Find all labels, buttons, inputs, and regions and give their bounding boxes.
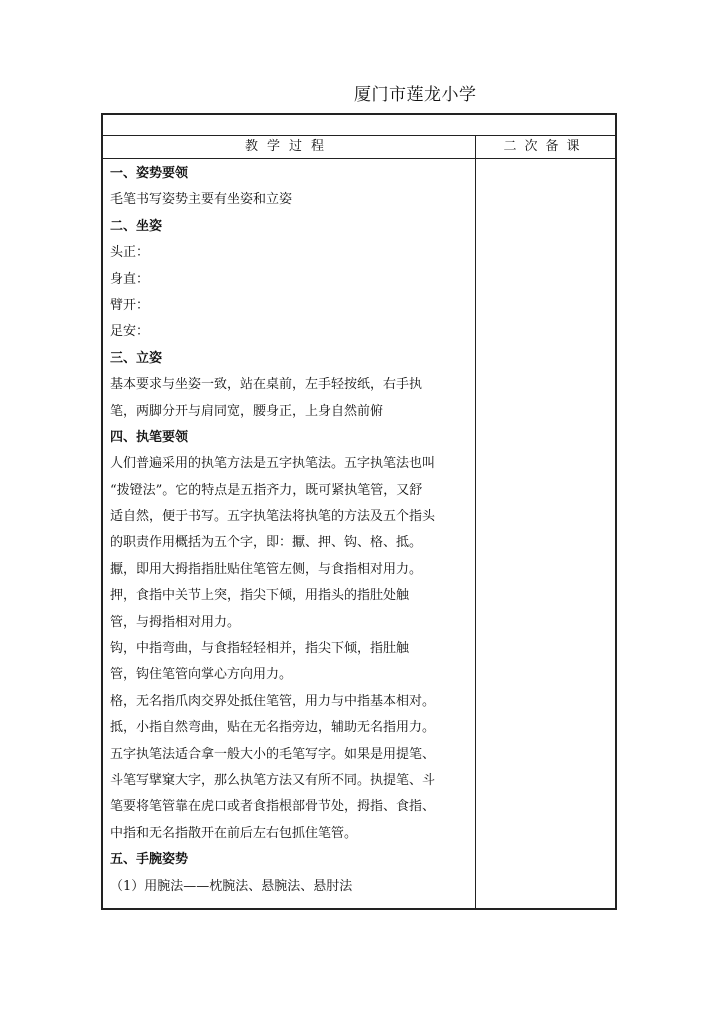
content-line: 格，无名指爪肉交界处抵住笔管，用力与中指基本相对。 [110,693,436,709]
header-teaching-process: 教学过程 [244,139,333,154]
content-line: 毛笔书写姿势主要有坐姿和立姿 [110,192,293,208]
section-heading: 一、姿势要领 [110,166,189,181]
content-line: 笔，两脚分开与肩同宽，腰身正，上身自然前俯 [110,403,384,419]
content-line: 足安： [110,324,150,340]
column-divider [475,159,476,908]
content-line: 抵，小指自然弯曲，贴在无名指旁边，辅助无名指用力。 [110,720,436,736]
teaching-content [110,161,472,900]
lesson-plan-table [101,113,617,910]
content-line: 头正： [110,245,150,261]
school-title: 厦门市莲龙小学 [354,85,477,105]
content-line: 擫，即用大拇指指肚贴住笔管左侧，与食指相对用力。 [110,561,423,577]
content-line: 人们普遍采用的执笔方法是五字执笔法。五字执笔法也叫 [110,456,436,472]
content-line: 五字执笔法适合拿一般大小的毛笔写字。如果是用提笔、 [110,746,436,762]
content-line: 的职责作用概括为五个字，即：擫、押、钩、格、抵。 [110,535,423,551]
section-heading: 四、执笔要领 [110,429,189,445]
content-line: “拨镫法”。它的特点是五指齐力，既可紧执笔管，又舒 [110,482,423,498]
content-line: 斗笔写擘窠大字，那么执笔方法又有所不同。执提笔、斗 [110,772,436,788]
content-line: 押，食指中关节上突，指尖下倾，用指头的指肚处触 [110,588,410,604]
content-line: 中指和无名指散开在前后左右包抓住笔管。 [110,825,358,841]
content-line: 钩，中指弯曲，与食指轻轻相并，指尖下倾，指肚触 [110,641,410,657]
content-line: 适自然，便于书写。五字执笔法将执笔的方法及五个指头 [110,509,436,525]
table-top-strip [103,115,615,136]
content-line: 管，钩住笔管向掌心方向用力。 [110,667,293,683]
section-heading: 二、坐姿 [110,218,163,234]
content-line: （1）用腕法——枕腕法、悬腕法、悬肘法 [110,878,353,894]
section-heading: 三、立姿 [110,350,163,366]
header-second-preparation: 二次备课 [475,136,615,158]
content-line: 身直： [110,271,150,287]
table-header-row [103,136,615,159]
content-line: 基本要求与坐姿一致，站在桌前，左手轻按纸，右手执 [110,377,423,393]
content-line: 笔要将笔管靠在虎口或者食指根部骨节处，拇指、食指、 [110,799,436,815]
content-line: 管，与拇指相对用力。 [110,614,241,630]
content-line: 臂开： [110,297,150,313]
section-heading: 五、手腕姿势 [110,852,189,868]
